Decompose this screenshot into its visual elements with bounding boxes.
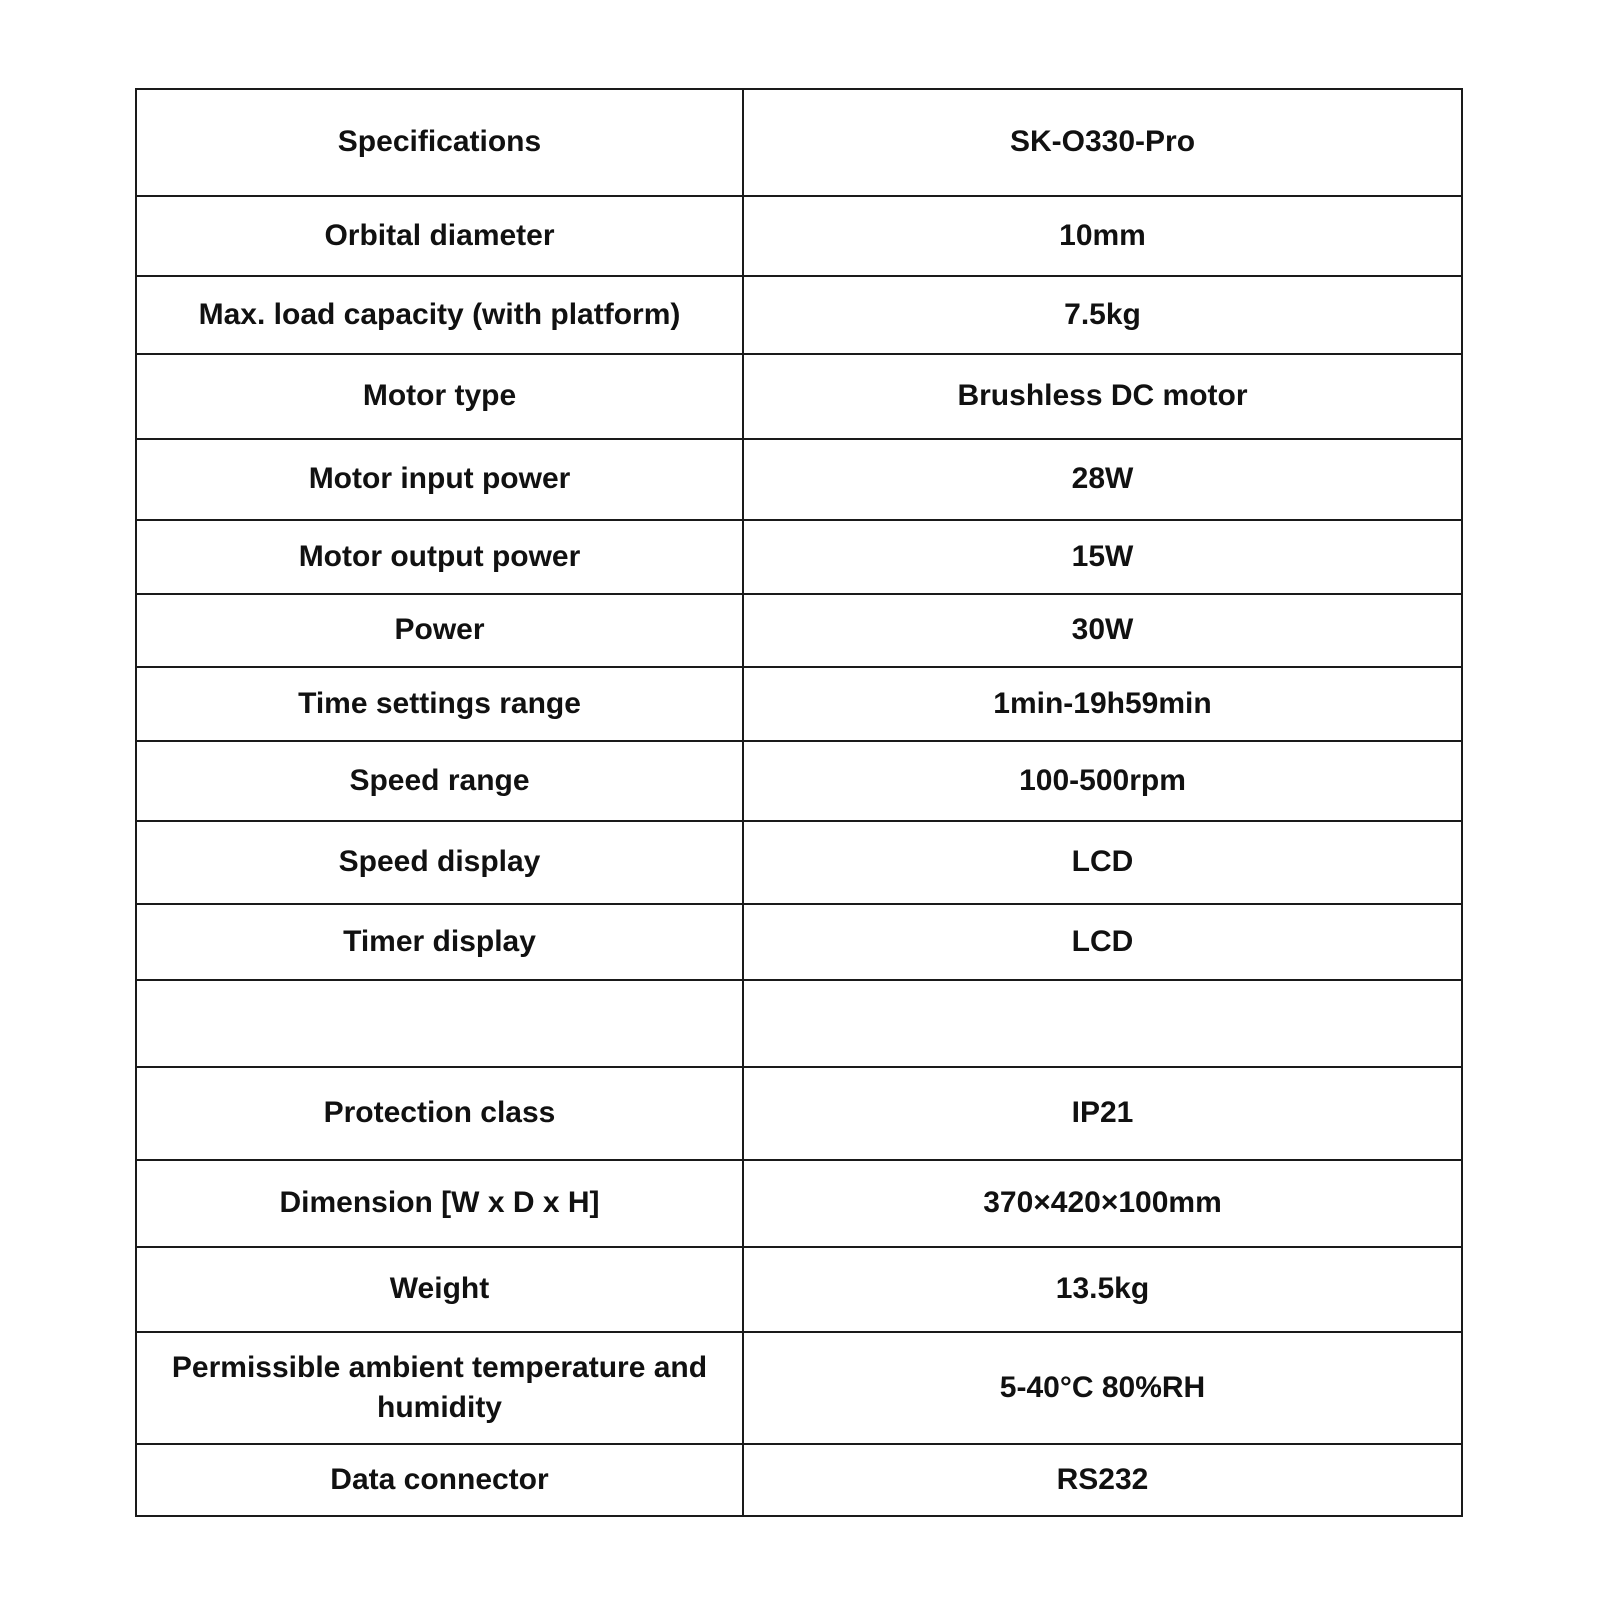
table-row (136, 439, 1462, 520)
table-row (136, 1160, 1462, 1247)
table-row (136, 741, 1462, 821)
spec-value-cell: 28W (743, 439, 1462, 520)
spec-value-cell: 15W (743, 520, 1462, 594)
spec-value-cell: LCD (743, 904, 1462, 980)
spec-label-cell: Power (136, 594, 743, 667)
spec-label-cell: Data connector (136, 1444, 743, 1516)
table-row (136, 667, 1462, 741)
table-row (136, 520, 1462, 594)
spec-value-cell: 370×420×100mm (743, 1160, 1462, 1247)
table-row (136, 1067, 1462, 1160)
spec-label-cell: Time settings range (136, 667, 743, 741)
table-row (136, 196, 1462, 276)
table-row-empty (136, 980, 1462, 1067)
table-row (136, 594, 1462, 667)
spec-label-cell: Weight (136, 1247, 743, 1332)
spec-value-cell: RS232 (743, 1444, 1462, 1516)
table-row (136, 821, 1462, 904)
spec-value-cell: IP21 (743, 1067, 1462, 1160)
spec-value-cell: 7.5kg (743, 276, 1462, 354)
spec-label-cell: Timer display (136, 904, 743, 980)
spec-label-cell: Protection class (136, 1067, 743, 1160)
header-model-cell: SK-O330-Pro (743, 89, 1462, 196)
spec-label-cell: Speed display (136, 821, 743, 904)
spec-value-cell (743, 980, 1462, 1067)
spec-label-cell: Motor type (136, 354, 743, 439)
spec-label-cell (136, 980, 743, 1067)
table-row (136, 354, 1462, 439)
table-row (136, 1247, 1462, 1332)
table-row (136, 904, 1462, 980)
table-row (136, 276, 1462, 354)
spec-value-cell: Brushless DC motor (743, 354, 1462, 439)
spec-value-cell: 100-500rpm (743, 741, 1462, 821)
spec-value-cell: 10mm (743, 196, 1462, 276)
spec-value-cell: 13.5kg (743, 1247, 1462, 1332)
table-row (136, 1444, 1462, 1516)
header-label-cell: Specifications (136, 89, 743, 196)
spec-label-cell: Orbital diameter (136, 196, 743, 276)
spec-value-cell: 1min-19h59min (743, 667, 1462, 741)
specifications-table (135, 88, 1463, 1517)
table-row (136, 1332, 1462, 1444)
spec-label-cell: Motor output power (136, 520, 743, 594)
spec-value-cell: LCD (743, 821, 1462, 904)
spec-value-cell: 30W (743, 594, 1462, 667)
spec-label-cell: Permissible ambient temperature and humidity (136, 1332, 743, 1444)
spec-label-cell: Motor input power (136, 439, 743, 520)
spec-value-cell: 5-40°C 80%RH (743, 1332, 1462, 1444)
spec-label-cell: Speed range (136, 741, 743, 821)
spec-label-cell: Dimension [W x D x H] (136, 1160, 743, 1247)
table-header-row (136, 89, 1462, 196)
spec-label-cell: Max. load capacity (with platform) (136, 276, 743, 354)
